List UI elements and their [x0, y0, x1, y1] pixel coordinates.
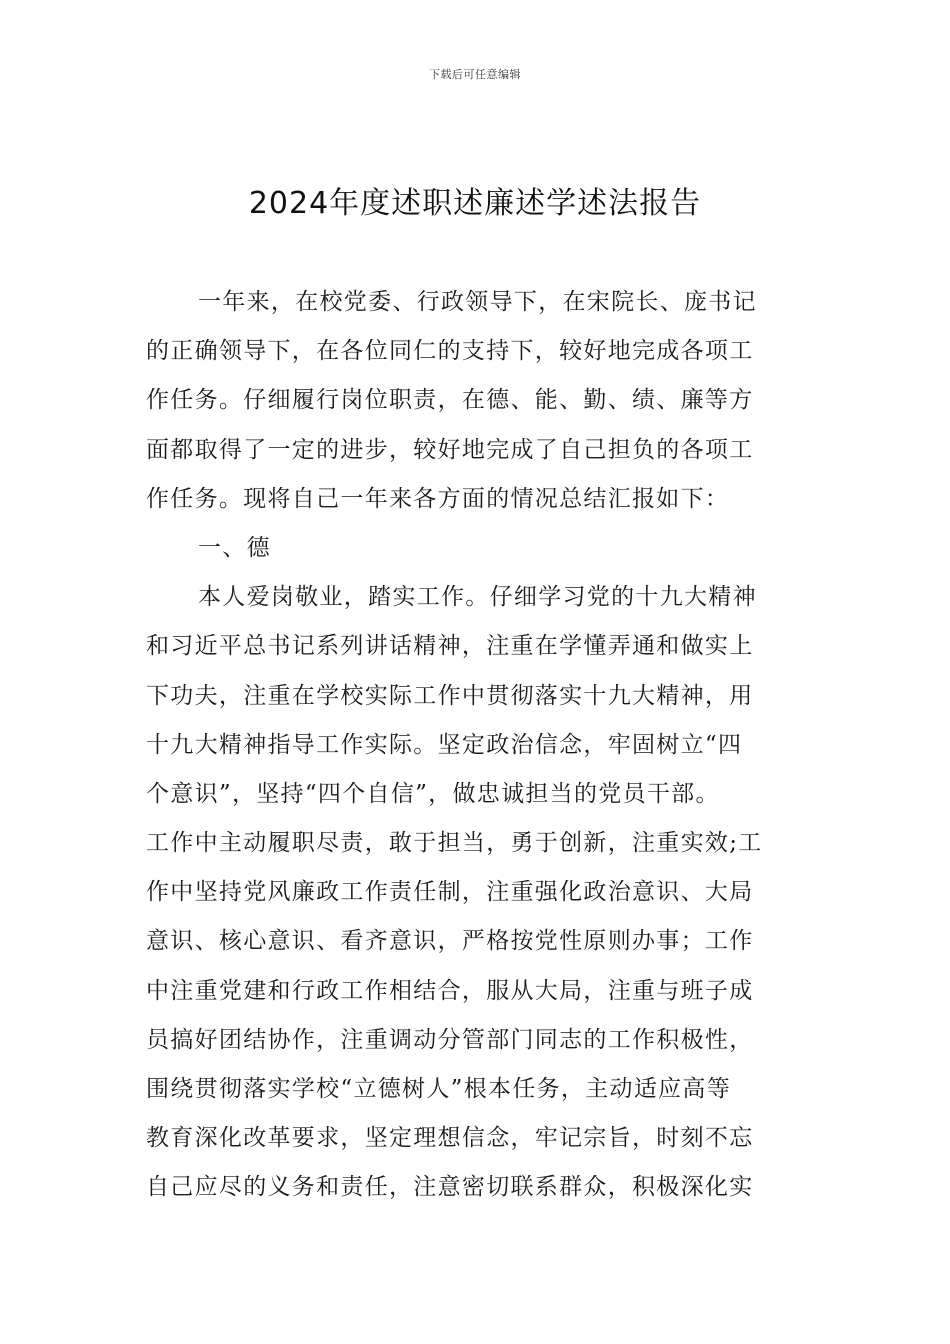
paragraph-line: 作中坚持党风廉政工作责任制，注重强化政治意识、大局	[146, 879, 754, 906]
paragraph-line: 下功夫，注重在学校实际工作中贯彻落实十九大精神，用	[146, 682, 754, 709]
paragraph-line: 的正确领导下，在各位同仁的支持下，较好地完成各项工	[146, 338, 754, 365]
paragraph-line: 自己应尽的义务和责任，注意密切联系群众，积极深化实	[146, 1174, 754, 1201]
header-note: 下载后可任意编辑	[429, 68, 521, 81]
paragraph-line: 面都取得了一定的进步，较好地完成了自己担负的各项工	[146, 436, 754, 463]
paragraph-line: 中注重党建和行政工作相结合，服从大局，注重与班子成	[146, 977, 754, 1004]
paragraph-line: 十九大精神指导工作实际。坚定政治信念，牢固树立“四	[146, 731, 743, 758]
paragraph-line: 教育深化改革要求，坚定理想信念，牢记宗旨，时刻不忘	[146, 1125, 754, 1152]
paragraph-line: 和习近平总书记系列讲话精神，注重在学懂弄通和做实上	[146, 633, 754, 660]
paragraph-line: 工作中主动履职尽责，敢于担当，勇于创新，注重实效;工	[146, 830, 763, 857]
paragraph-line: 个意识”，坚持“四个自信”，做忠诚担当的党员干部。	[146, 780, 720, 807]
document-title: 2024年度述职述廉述学述法报告	[248, 186, 702, 221]
paragraph-line: 意识、核心意识、看齐意识，严格按党性原则办事；工作	[146, 928, 754, 955]
paragraph-line: 员搞好团结协作，注重调动分管部门同志的工作积极性，	[146, 1026, 754, 1053]
paragraph-line: 本人爱岗敬业，踏实工作。仔细学习党的十九大精神	[198, 584, 757, 611]
paragraph-line: 围绕贯彻落实学校“立德树人”根本任务，主动适应高等	[146, 1076, 732, 1102]
document-body	[146, 278, 806, 1213]
paragraph-line: 一年来，在校党委、行政领导下，在宋院长、庞书记	[198, 289, 757, 315]
paragraph-line: 作任务。现将自己一年来各方面的情况总结汇报如下：	[146, 485, 730, 512]
paragraph-line: 作任务。仔细履行岗位职责，在德、能、勤、绩、廉等方	[146, 387, 754, 414]
section-heading: 一、德	[198, 534, 271, 561]
